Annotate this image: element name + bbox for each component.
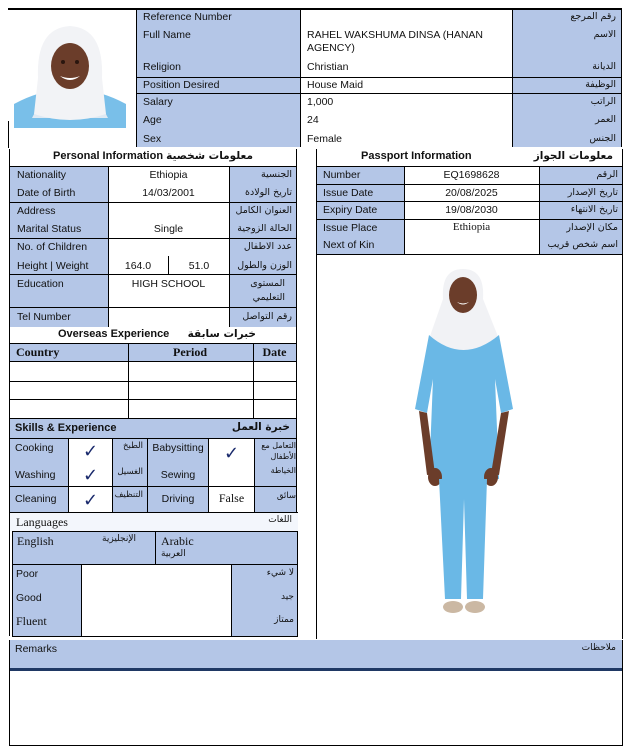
driving-label: Driving — [161, 493, 195, 505]
personal-info-section — [9, 149, 297, 326]
salary-label: Salary — [143, 96, 173, 108]
issue-place-value: Ethiopia — [452, 221, 491, 233]
sex-value: Female — [307, 133, 343, 145]
driving-value: False — [218, 491, 245, 505]
personal-info-title — [10, 150, 296, 162]
arabic-label-ar: العربية — [161, 549, 186, 559]
overseas-title-en: Overseas Experience — [58, 328, 170, 340]
passport-number-label: Number — [323, 169, 361, 181]
full-name-label: Full Name — [143, 29, 191, 41]
passport-title-en: Passport Information — [361, 150, 472, 162]
overseas-col-date: Date — [262, 345, 287, 359]
reference-number-label-ar: رقم المرجع — [570, 11, 616, 22]
children-label-ar: عدد الاطفال — [243, 241, 292, 252]
divider — [10, 202, 296, 203]
skills-title: Skills & Experience — [15, 422, 117, 434]
divider — [10, 238, 296, 239]
photo-frame-left — [8, 121, 9, 148]
washing-checkmark: ✓ — [82, 465, 99, 486]
divider — [10, 307, 296, 308]
skills-title-ar: خبرة العمل — [231, 421, 290, 433]
sex-label-ar: الجنس — [589, 133, 616, 144]
personal-info-title-en: Personal Information — [53, 150, 164, 162]
level-fluent-label-ar: ممتاز — [274, 615, 294, 625]
overseas-section — [9, 326, 297, 420]
age-label: Age — [143, 114, 162, 126]
education-label-ar: المستوى التعليمي — [250, 278, 285, 303]
personal-info-title-ar: معلومات شخصية — [166, 150, 253, 162]
height-weight-label: Height | Weight — [17, 260, 89, 272]
salary-label-ar: الراتب — [590, 96, 616, 107]
portrait-image-icon — [14, 18, 126, 128]
weight-value: 51.0 — [188, 260, 210, 272]
issue-date-value: 20/08/2025 — [445, 187, 498, 199]
cooking-checkmark: ✓ — [82, 441, 99, 462]
sewing-label: Sewing — [160, 469, 196, 481]
full-body-image-icon — [407, 269, 517, 619]
babysitting-label: Babysitting — [152, 442, 204, 454]
languages-section — [9, 512, 297, 636]
nationality-label-ar: الجنسية — [261, 169, 292, 180]
marital-status-value: Single — [153, 223, 184, 235]
languages-title: Languages — [16, 515, 68, 529]
cleaning-label-ar: التنظيف — [114, 490, 143, 500]
cleaning-checkmark: ✓ — [82, 490, 99, 511]
level-poor-label-ar: لا شيء — [266, 568, 294, 578]
tel-label-ar: رقم التواصل — [242, 311, 292, 322]
sewing-label-ar: الخياطة — [270, 466, 296, 475]
address-label: Address — [17, 205, 56, 217]
arabic-level-cell[interactable] — [156, 565, 231, 637]
babysitting-checkmark: ✓ — [223, 443, 240, 464]
religion-label: Religion — [143, 61, 181, 73]
remarks-label-ar: ملاحظات — [581, 643, 616, 653]
level-poor-label: Poor — [16, 568, 39, 580]
issue-date-label: Issue Date — [323, 187, 374, 199]
religion-value: Christian — [307, 61, 349, 73]
cooking-label-ar: الطبخ — [123, 441, 143, 451]
nationality-value: Ethiopia — [149, 169, 188, 181]
height-value: 164.0 — [124, 260, 152, 272]
expiry-date-label-ar: تاريخ الانتهاء — [570, 204, 618, 215]
position-label: Position Desired — [143, 79, 220, 91]
nationality-label: Nationality — [17, 169, 67, 181]
header-block — [0, 8, 631, 148]
age-label-ar: العمر — [595, 114, 616, 125]
issue-date-label-ar: تاريخ الإصدار — [567, 187, 618, 198]
divider — [317, 219, 622, 220]
remarks-label: Remarks — [15, 643, 58, 655]
expiry-date-label: Expiry Date — [323, 204, 378, 216]
cleaning-label: Cleaning — [15, 493, 57, 505]
overseas-row — [10, 399, 296, 400]
full-name-label-ar: الاسم — [593, 29, 616, 40]
education-label: Education — [17, 278, 64, 290]
dob-label: Date of Birth — [17, 187, 76, 199]
sex-label: Sex — [143, 133, 162, 145]
remarks-section — [9, 640, 623, 746]
arabic-label: Arabic — [161, 534, 194, 548]
level-good-label: Good — [16, 592, 42, 604]
children-label: No. of Children — [17, 241, 88, 253]
dob-label-ar: تاريخ الولادة — [245, 187, 292, 198]
issue-place-label-ar: مكان الإصدار — [566, 222, 618, 233]
english-label: English — [17, 534, 54, 548]
washing-label-ar: الغسيل — [117, 467, 143, 477]
divider — [10, 274, 296, 275]
reference-number-label: Reference Number — [143, 11, 232, 23]
divider — [136, 77, 622, 78]
issue-place-label: Issue Place — [323, 222, 378, 234]
overseas-title-ar: خبرات سابقة — [187, 328, 256, 340]
divider — [10, 486, 296, 487]
remarks-textarea[interactable] — [10, 671, 622, 745]
expiry-date-value: 19/08/2030 — [445, 204, 498, 216]
marital-status-label-ar: الحالة الزوجية — [237, 223, 292, 234]
education-value: HIGH SCHOOL — [131, 278, 206, 290]
passport-number-value: EQ1698628 — [443, 169, 500, 181]
level-fluent-label: Fluent — [16, 614, 47, 628]
divider — [136, 93, 622, 94]
divider — [10, 438, 296, 439]
full-body-photo — [407, 269, 517, 619]
passport-section — [316, 149, 623, 639]
english-level-cell[interactable] — [81, 565, 156, 637]
next-of-kin-label-ar: اسم شخص قريب — [547, 239, 618, 250]
overseas-row — [10, 381, 296, 382]
tel-label: Tel Number — [17, 311, 71, 323]
babysitting-label-ar: التعامل مع الأطفال — [261, 441, 296, 461]
position-label-ar: الوظيفة — [585, 79, 616, 90]
washing-label: Washing — [15, 469, 56, 481]
marital-status-label: Marital Status — [17, 223, 82, 235]
full-name-value: RAHEL WAKSHUMA DINSA (HANAN AGENCY) — [307, 29, 484, 54]
dob-value: 14/03/2001 — [142, 187, 195, 199]
height-weight-label-ar: الوزن والطول — [237, 260, 292, 271]
languages-title-ar: اللغات — [268, 515, 292, 525]
next-of-kin-label: Next of Kin — [323, 239, 375, 251]
age-value: 24 — [307, 114, 319, 126]
level-good-label-ar: جيد — [280, 592, 294, 602]
passport-number-label-ar: الرقم — [596, 169, 618, 180]
passport-title-ar: معلومات الجواز — [533, 150, 613, 162]
salary-value: 1,000 — [307, 96, 334, 108]
overseas-col-country: Country — [16, 345, 60, 359]
skills-section — [9, 419, 297, 512]
divider — [317, 184, 622, 185]
cooking-label: Cooking — [15, 442, 54, 454]
religion-label-ar: الديانة — [592, 61, 616, 72]
position-value: House Maid — [307, 79, 364, 91]
english-label-ar: الإنجليزية — [102, 534, 136, 544]
divider — [317, 201, 622, 202]
divider — [317, 254, 622, 255]
portrait-photo — [14, 18, 126, 128]
driving-label-ar: سائق — [276, 491, 296, 501]
overseas-col-period: Period — [173, 345, 207, 359]
address-label-ar: العنوان الكامل — [235, 205, 292, 216]
